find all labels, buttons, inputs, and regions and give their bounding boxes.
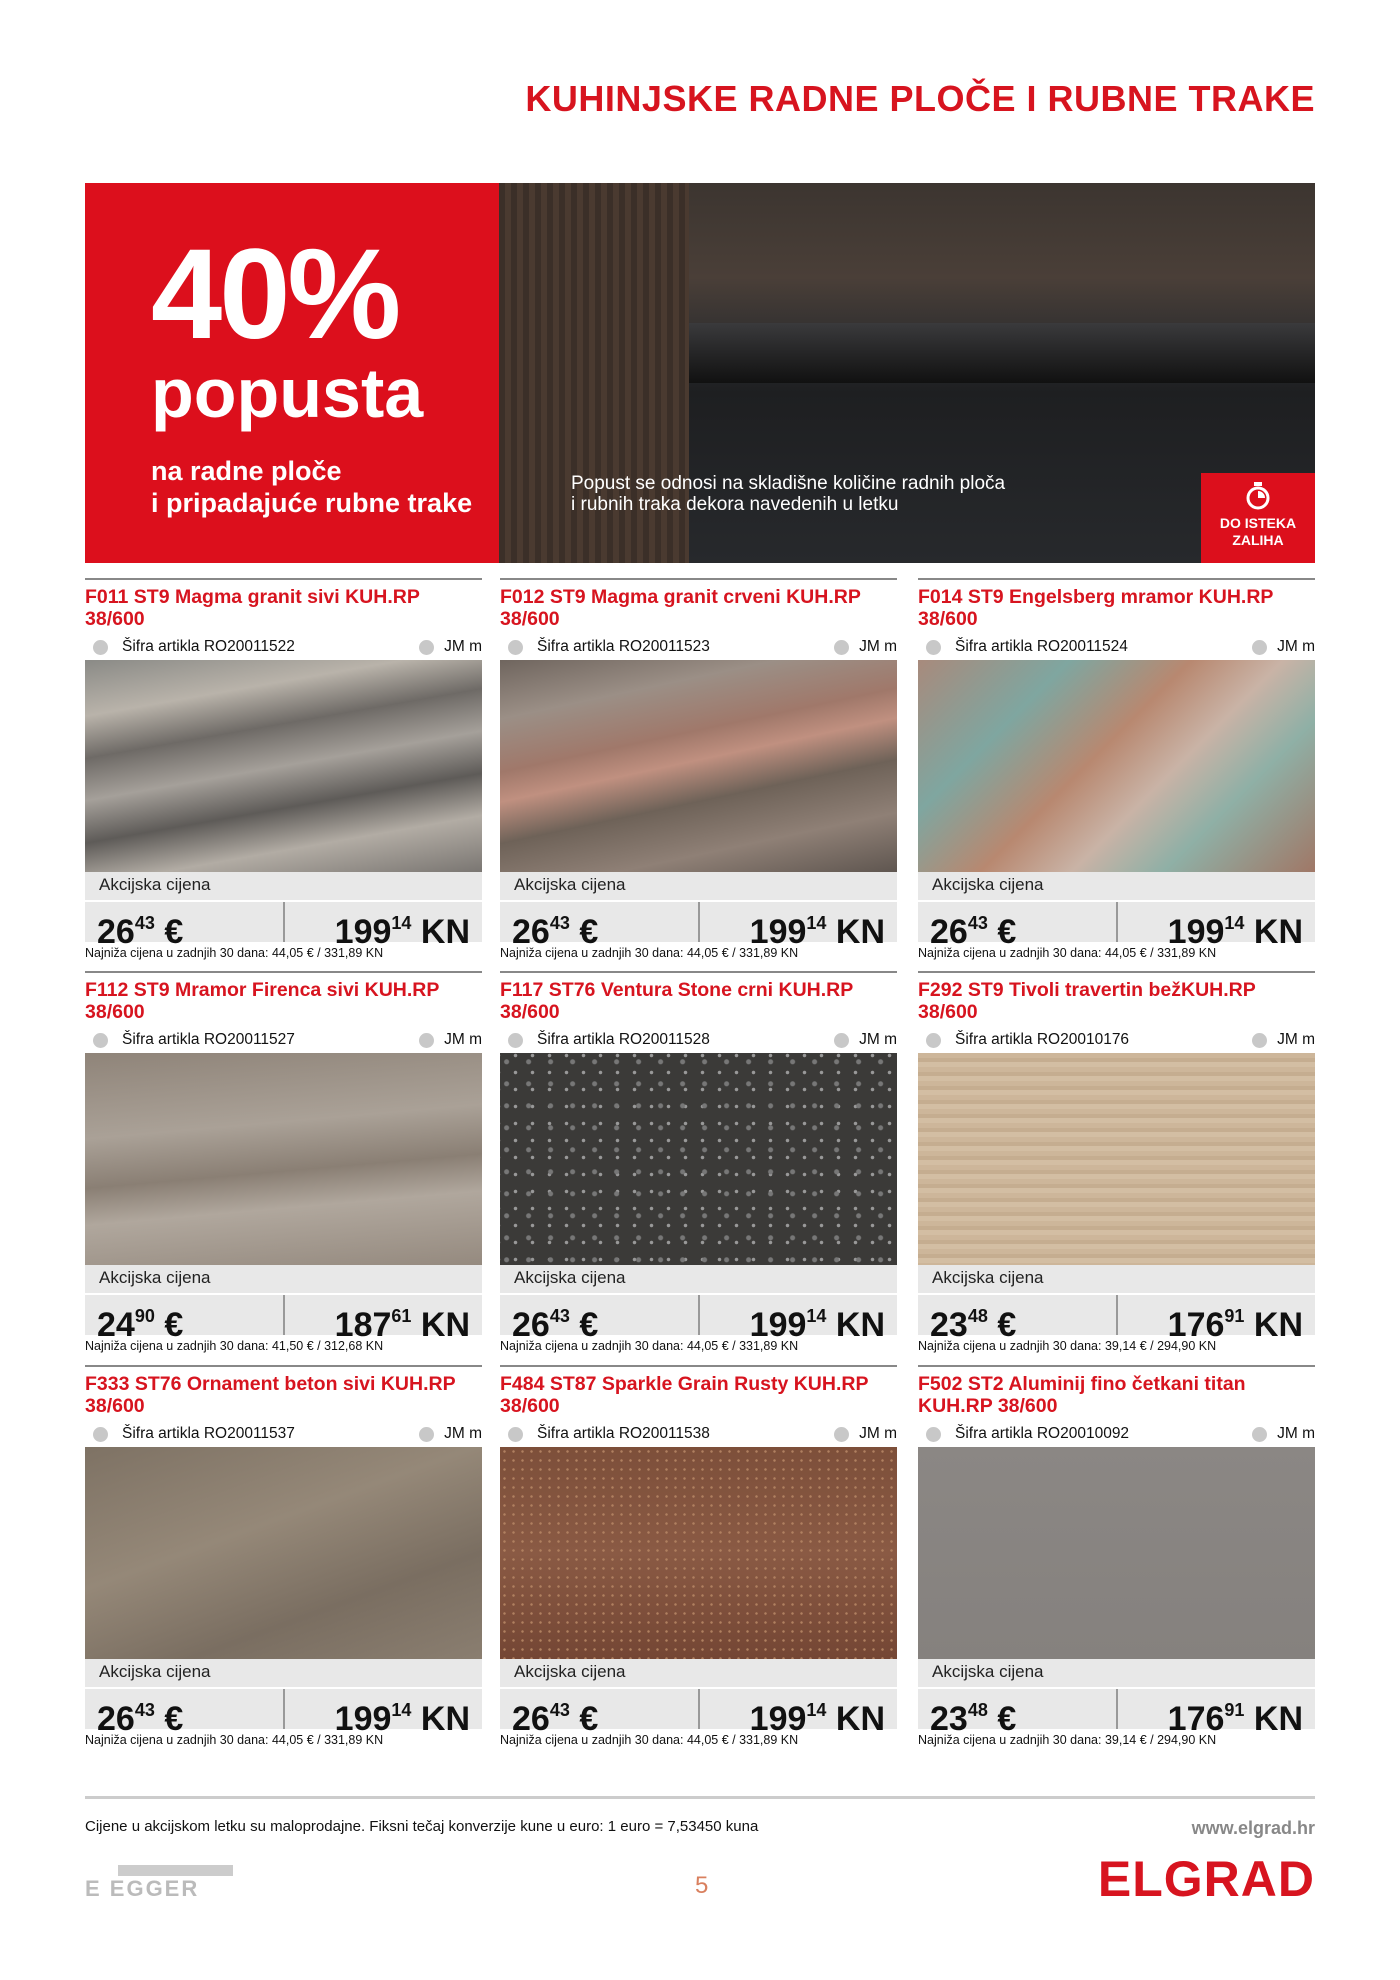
price-dec: 14 <box>806 1700 827 1720</box>
product-texture-image <box>500 1447 897 1659</box>
search-icon <box>926 640 941 655</box>
price-kn <box>283 902 483 951</box>
lowest-label: Najniža cijena u zadnjih 30 dana: <box>85 946 269 960</box>
product-texture-image <box>85 660 482 872</box>
currency: KN <box>835 1700 885 1738</box>
price-dec: 90 <box>134 1306 155 1326</box>
currency: € <box>997 1700 1017 1738</box>
unit-label: JM m <box>859 1031 897 1048</box>
lowest-value: 44,05 € / 331,89 KN <box>686 946 799 960</box>
code-label: Šifra artikla <box>537 1031 615 1048</box>
price-int: 176 <box>1167 1700 1225 1738</box>
price-dec: 14 <box>806 913 827 933</box>
product-name: F502 ST2 Aluminij fino četkani titan KUH.RP 38/600 <box>918 1373 1246 1417</box>
code-label: Šifra artikla <box>122 638 200 655</box>
product-texture-image <box>500 1053 897 1265</box>
lowest-value: 39,14 € / 294,90 KN <box>1104 1733 1217 1747</box>
product-card[interactable] <box>85 578 482 960</box>
currency: KN <box>420 1700 470 1738</box>
card-divider <box>85 1365 482 1367</box>
unit-label: JM m <box>1277 1031 1315 1048</box>
unit-icon <box>1252 640 1267 655</box>
price-row <box>85 1687 482 1738</box>
price-kn <box>698 1689 898 1738</box>
price-int: 26 <box>512 1306 550 1344</box>
search-icon <box>508 640 523 655</box>
promo-label: Akcijska cijena <box>500 872 897 900</box>
price-dec: 91 <box>1224 1700 1245 1720</box>
lowest-value: 44,05 € / 331,89 KN <box>271 1733 384 1747</box>
price-int: 23 <box>930 1700 968 1738</box>
lowest-label: Najniža cijena u zadnjih 30 dana: <box>85 1339 269 1353</box>
price-dec: 48 <box>967 1700 988 1720</box>
currency: € <box>579 913 599 951</box>
price-dec: 43 <box>549 1700 570 1720</box>
price-dec: 14 <box>806 1306 827 1326</box>
price-eur <box>85 1689 283 1738</box>
promo-label: Akcijska cijena <box>500 1659 897 1687</box>
product-code: RO20011522 <box>203 638 295 655</box>
kitchen-photo <box>499 183 1315 563</box>
price-int: 26 <box>97 913 135 951</box>
price-dec: 43 <box>967 913 988 933</box>
price-int: 199 <box>1167 913 1225 951</box>
price-dec: 91 <box>1224 1306 1245 1326</box>
price-row <box>85 900 482 951</box>
price-dec: 61 <box>391 1306 412 1326</box>
product-meta <box>500 1027 897 1053</box>
currency: KN <box>1253 913 1303 951</box>
product-card[interactable] <box>85 1365 482 1747</box>
currency: KN <box>835 913 885 951</box>
product-card[interactable] <box>85 971 482 1353</box>
currency: KN <box>420 913 470 951</box>
price-int: 23 <box>930 1306 968 1344</box>
badge-line: DO ISTEKA <box>1219 515 1297 531</box>
unit-label: JM m <box>1277 1425 1315 1442</box>
card-divider <box>918 971 1315 973</box>
product-code: RO20010176 <box>1036 1031 1130 1048</box>
product-name: F484 ST87 Sparkle Grain Rusty KUH.RP 38/600 <box>500 1373 869 1417</box>
product-code: RO20011528 <box>618 1031 710 1048</box>
price-dec: 43 <box>134 913 155 933</box>
search-icon <box>508 1033 523 1048</box>
code-label: Šifra artikla <box>955 1031 1033 1048</box>
price-dec: 14 <box>391 1700 412 1720</box>
price-dec: 14 <box>1224 913 1245 933</box>
page-number: 5 <box>695 1872 709 1899</box>
subtitle-line: na radne ploče <box>151 456 342 486</box>
currency: € <box>579 1700 599 1738</box>
price-int: 199 <box>334 1700 392 1738</box>
product-texture-image <box>918 1053 1315 1265</box>
product-name: F011 ST9 Magma granit sivi KUH.RP 38/600 <box>85 586 420 630</box>
price-kn <box>283 1689 483 1738</box>
info-line: i rubnih traka dekora navedenih u letku <box>571 494 899 515</box>
price-int: 176 <box>1167 1306 1225 1344</box>
price-kn <box>698 902 898 951</box>
price-row <box>500 1687 897 1738</box>
currency: KN <box>420 1306 470 1344</box>
lowest-label: Najniža cijena u zadnjih 30 dana: <box>500 946 684 960</box>
currency: € <box>164 913 184 951</box>
lowest-label: Najniža cijena u zadnjih 30 dana: <box>85 1733 269 1747</box>
code-label: Šifra artikla <box>537 1425 615 1442</box>
price-eur <box>500 902 698 951</box>
product-name: F292 ST9 Tivoli travertin bežKUH.RP 38/600 <box>918 979 1256 1023</box>
info-line: Popust se odnosi na skladišne količine radnih ploča <box>571 473 1006 494</box>
lowest-label: Najniža cijena u zadnjih 30 dana: <box>500 1339 684 1353</box>
price-int: 26 <box>97 1700 135 1738</box>
footer-note: Cijene u akcijskom letku su maloprodajne. Fiksni tečaj konverzije kune u euro: 1 euro = 7,53450 kuna <box>85 1818 759 1835</box>
product-card[interactable] <box>918 1365 1315 1747</box>
product-meta <box>85 1027 482 1053</box>
price-kn <box>698 1295 898 1344</box>
search-icon <box>926 1033 941 1048</box>
discount-subtitle <box>151 455 472 519</box>
price-dec: 43 <box>549 1306 570 1326</box>
price-int: 26 <box>512 1700 550 1738</box>
unit-icon <box>1252 1033 1267 1048</box>
price-kn <box>283 1295 483 1344</box>
price-eur <box>918 902 1116 951</box>
lowest-value: 44,05 € / 331,89 KN <box>686 1339 799 1353</box>
unit-icon <box>1252 1427 1267 1442</box>
currency: KN <box>835 1306 885 1344</box>
price-int: 24 <box>97 1306 135 1344</box>
promo-label: Akcijska cijena <box>500 1265 897 1293</box>
unit-label: JM m <box>444 1425 482 1442</box>
subtitle-line: i pripadajuće rubne trake <box>151 488 473 518</box>
card-divider <box>500 971 897 973</box>
lowest-value: 44,05 € / 331,89 KN <box>686 1733 799 1747</box>
price-dec: 43 <box>134 1700 155 1720</box>
currency: € <box>164 1700 184 1738</box>
price-int: 187 <box>334 1306 392 1344</box>
code-label: Šifra artikla <box>955 638 1033 655</box>
product-texture-image <box>85 1447 482 1659</box>
product-code: RO20011527 <box>203 1031 295 1048</box>
badge-line: ZALIHA <box>1232 532 1284 548</box>
currency: € <box>164 1306 184 1344</box>
search-icon <box>93 1033 108 1048</box>
lowest-label: Najniža cijena u zadnjih 30 dana: <box>918 1733 1102 1747</box>
product-card[interactable] <box>500 578 897 960</box>
product-meta <box>918 1421 1315 1447</box>
promo-banner <box>85 183 1315 563</box>
price-row <box>500 900 897 951</box>
lowest-label: Najniža cijena u zadnjih 30 dana: <box>918 1339 1102 1353</box>
currency: € <box>997 1306 1017 1344</box>
stopwatch-icon <box>1244 481 1272 511</box>
price-kn <box>1116 1689 1316 1738</box>
footer-divider <box>85 1796 1315 1799</box>
unit-label: JM m <box>444 1031 482 1048</box>
product-meta <box>500 634 897 660</box>
price-dec: 43 <box>549 913 570 933</box>
product-card[interactable] <box>918 971 1315 1353</box>
unit-icon <box>834 1033 849 1048</box>
price-eur <box>500 1689 698 1738</box>
card-divider <box>500 1365 897 1367</box>
lowest-value: 44,05 € / 331,89 KN <box>1104 946 1217 960</box>
price-eur <box>918 1689 1116 1738</box>
card-divider <box>918 578 1315 580</box>
elgrad-logo: ELGRAD <box>1097 1851 1315 1907</box>
card-divider <box>85 971 482 973</box>
currency: € <box>579 1306 599 1344</box>
lowest-label: Najniža cijena u zadnjih 30 dana: <box>500 1733 684 1747</box>
price-dec: 48 <box>967 1306 988 1326</box>
product-name: F012 ST9 Magma granit crveni KUH.RP 38/600 <box>500 586 861 630</box>
price-int: 26 <box>512 913 550 951</box>
price-kn <box>1116 1295 1316 1344</box>
unit-icon <box>419 640 434 655</box>
card-divider <box>85 578 482 580</box>
card-divider <box>500 578 897 580</box>
search-icon <box>93 1427 108 1442</box>
price-dec: 14 <box>391 913 412 933</box>
promo-label: Akcijska cijena <box>918 1659 1315 1687</box>
price-row <box>500 1293 897 1344</box>
price-int: 199 <box>334 913 392 951</box>
currency: KN <box>1253 1306 1303 1344</box>
product-code: RO20010092 <box>1036 1425 1130 1442</box>
lowest-label: Najniža cijena u zadnjih 30 dana: <box>918 946 1102 960</box>
price-row <box>918 1687 1315 1738</box>
product-code: RO20011524 <box>1036 638 1128 655</box>
product-meta <box>918 634 1315 660</box>
price-eur <box>500 1295 698 1344</box>
currency: € <box>997 913 1017 951</box>
product-name: F112 ST9 Mramor Firenca sivi KUH.RP 38/600 <box>85 979 440 1023</box>
code-label: Šifra artikla <box>955 1425 1033 1442</box>
price-row <box>85 1293 482 1344</box>
product-code: RO20011523 <box>618 638 710 655</box>
card-divider <box>918 1365 1315 1367</box>
price-kn <box>1116 902 1316 951</box>
lowest-value: 41,50 € / 312,68 KN <box>271 1339 384 1353</box>
promo-label: Akcijska cijena <box>85 1659 482 1687</box>
lowest-value: 44,05 € / 331,89 KN <box>271 946 384 960</box>
promo-label: Akcijska cijena <box>85 872 482 900</box>
product-code: RO20011538 <box>618 1425 710 1442</box>
search-icon <box>93 640 108 655</box>
unit-label: JM m <box>444 638 482 655</box>
promo-label: Akcijska cijena <box>918 1265 1315 1293</box>
egger-logo: E EGGER <box>85 1865 233 1902</box>
product-card[interactable] <box>500 971 897 1353</box>
currency: KN <box>1253 1700 1303 1738</box>
product-texture-image <box>85 1053 482 1265</box>
countertop <box>689 323 1315 383</box>
website-link[interactable]: www.elgrad.hr <box>1191 1818 1315 1838</box>
price-eur <box>85 902 283 951</box>
product-meta <box>85 1421 482 1447</box>
code-label: Šifra artikla <box>122 1031 200 1048</box>
price-int: 199 <box>749 1306 807 1344</box>
product-name: F014 ST9 Engelsberg mramor KUH.RP 38/600 <box>918 586 1274 630</box>
product-meta <box>500 1421 897 1447</box>
promo-label: Akcijska cijena <box>918 872 1315 900</box>
discount-headline: popusta <box>151 354 424 432</box>
product-card[interactable] <box>918 578 1315 960</box>
stock-badge <box>1201 473 1315 563</box>
unit-icon <box>419 1427 434 1442</box>
product-texture-image <box>918 660 1315 872</box>
price-eur <box>85 1295 283 1344</box>
unit-label: JM m <box>859 1425 897 1442</box>
unit-icon <box>834 1427 849 1442</box>
product-texture-image <box>500 660 897 872</box>
product-name: F333 ST76 Ornament beton sivi KUH.RP 38/600 <box>85 1373 456 1417</box>
price-eur <box>918 1295 1116 1344</box>
product-name: F117 ST76 Ventura Stone crni KUH.RP 38/600 <box>500 979 853 1023</box>
search-icon <box>926 1427 941 1442</box>
product-meta <box>85 634 482 660</box>
search-icon <box>508 1427 523 1442</box>
price-int: 26 <box>930 913 968 951</box>
product-code: RO20011537 <box>203 1425 295 1442</box>
unit-icon <box>419 1033 434 1048</box>
price-row <box>918 900 1315 951</box>
product-texture-image <box>918 1447 1315 1659</box>
unit-label: JM m <box>859 638 897 655</box>
price-int: 199 <box>749 913 807 951</box>
product-meta <box>918 1027 1315 1053</box>
promo-label: Akcijska cijena <box>85 1265 482 1293</box>
code-label: Šifra artikla <box>122 1425 200 1442</box>
unit-label: JM m <box>1277 638 1315 655</box>
code-label: Šifra artikla <box>537 638 615 655</box>
lowest-value: 39,14 € / 294,90 KN <box>1104 1339 1217 1353</box>
price-row <box>918 1293 1315 1344</box>
price-int: 199 <box>749 1700 807 1738</box>
unit-icon <box>834 640 849 655</box>
promo-info <box>571 473 1091 515</box>
page-title: KUHINJSKE RADNE PLOČE I RUBNE TRAKE <box>525 78 1315 119</box>
discount-percent: 40% <box>151 223 399 366</box>
discount-panel <box>85 183 499 563</box>
product-card[interactable] <box>500 1365 897 1747</box>
